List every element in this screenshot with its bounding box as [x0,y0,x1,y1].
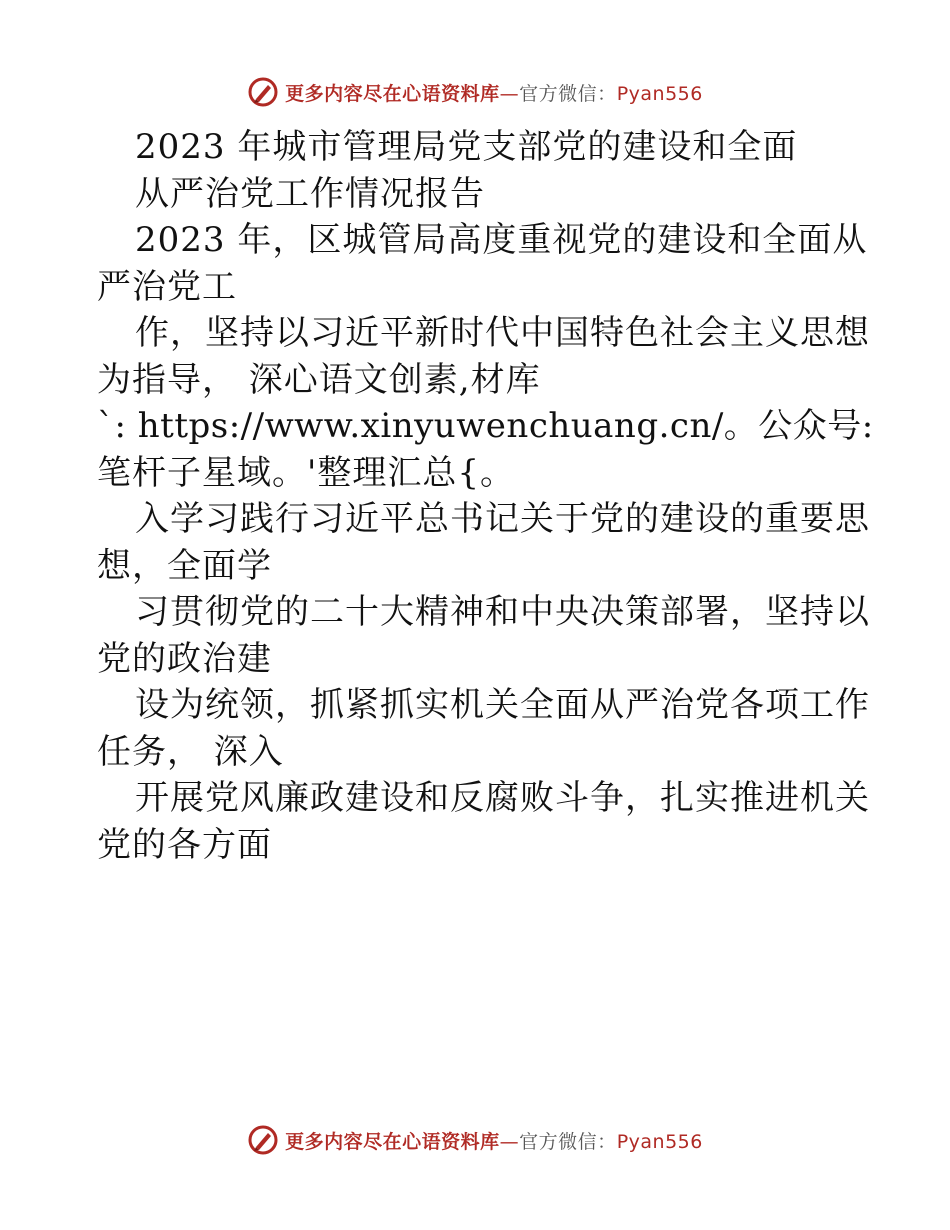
pen-logo-icon [247,76,279,108]
body-line: 开展党风廉政建设和反腐败斗争，扎实推进机关 [135,778,870,818]
watermark-wechat-id: Pyan556 [616,1130,703,1153]
pen-logo-icon [247,1124,279,1156]
watermark-wechat-id: Pyan556 [616,82,703,105]
document-title-line-2: 从严治党工作情况报告 [135,173,485,214]
body-line: 2023 年，区城管局高度重视党的建设和全面从 [135,220,868,260]
watermark-main-text: 更多内容尽在心语资料库 [285,1130,500,1153]
body-line: 任务， 深入 [97,731,284,772]
watermark-dash: — [499,1130,520,1153]
body-line: 为指导， 深心语文创素,材库 [97,359,541,400]
watermark-official-label: 官方微信： [519,82,617,105]
body-line: 笔杆子星域。'整理汇总{。 [97,452,515,493]
body-line: 党的各方面 [97,824,272,865]
body-line: 设为统领，抓紧抓实机关全面从严治党各项工作 [135,685,870,725]
watermark-dash: — [499,82,520,105]
watermark-header [0,72,950,112]
body-line: 严治党工 [97,266,237,307]
body-line: 作，坚持以习近平新时代中国特色社会主义思想 [135,313,870,353]
watermark-text [285,1127,703,1154]
watermark-footer [0,1120,950,1160]
watermark-main-text: 更多内容尽在心语资料库 [285,82,500,105]
body-line: 党的政治建 [97,638,272,679]
document-body [97,124,874,868]
body-line-url: `: https://www.xinyuwenchuang.cn/。公众号: [97,406,874,446]
body-line: 想，全面学 [97,545,272,586]
body-line: 入学习践行习近平总书记关于党的建设的重要思 [135,499,870,539]
document-title-line-1: 2023 年城市管理局党支部党的建设和全面 [135,127,798,167]
watermark-official-label: 官方微信： [519,1130,617,1153]
body-line: 习贯彻党的二十大精神和中央决策部署，坚持以 [135,592,870,632]
watermark-text [285,79,703,106]
